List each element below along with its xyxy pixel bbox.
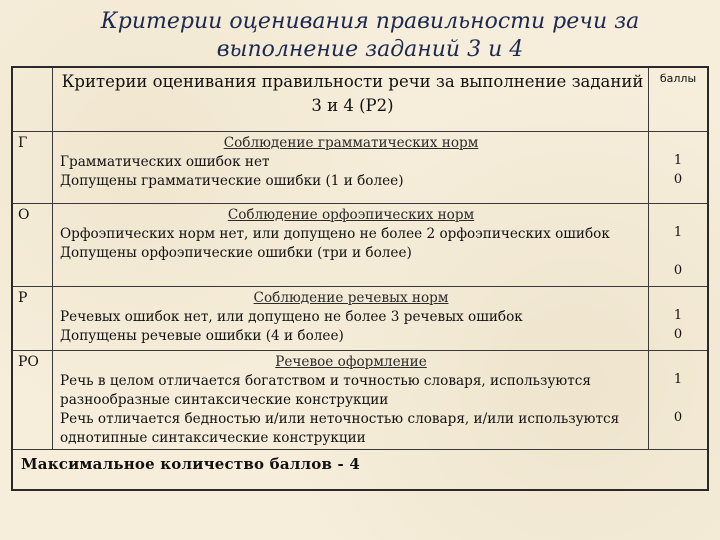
row-points	[649, 287, 707, 351]
row-code: Г	[13, 132, 53, 204]
section-heading: Соблюдение грамматических норм	[223, 135, 479, 151]
slide-title	[60, 8, 680, 64]
criteria-line: Речь в целом отличается богатством и точностью словаря, используются разнообразные синтаксические конструкции	[60, 373, 591, 408]
points-value: 0	[673, 327, 683, 342]
points-value: 1	[673, 153, 683, 168]
header-points: баллы	[649, 68, 707, 132]
criteria-table	[11, 66, 709, 491]
points-value: 0	[673, 410, 683, 425]
row-code: О	[13, 204, 53, 287]
criteria-line: Речь отличается бедностью и/или неточностью словаря, и/или используются однотипные синтаксические конструкции	[60, 411, 620, 446]
points-value: 1	[673, 372, 683, 387]
row-points	[649, 132, 707, 204]
row-points	[649, 351, 707, 450]
criteria-line: Грамматических ошибок нет	[60, 154, 270, 170]
row-criteria	[53, 287, 649, 351]
row-points	[649, 204, 707, 287]
slide-title-line-1: Критерии оценивания правильности речи за	[100, 9, 640, 34]
criteria-line: Речевых ошибок нет, или допущено не более 3 речевых ошибок	[60, 309, 523, 325]
row-criteria	[53, 132, 649, 204]
points-value: 0	[673, 172, 683, 187]
section-heading: Соблюдение орфоэпических норм	[227, 207, 475, 223]
row-code: Р	[13, 287, 53, 351]
section-heading: Речевое оформление	[275, 354, 427, 370]
points-value: 1	[673, 308, 683, 323]
max-score-footer: Максимальное количество баллов - 4	[21, 455, 361, 473]
row-criteria	[53, 351, 649, 450]
criteria-line: Допущены грамматические ошибки (1 и более)	[60, 173, 404, 189]
header-code-cell	[13, 68, 53, 132]
slide-title-line-2: выполнение заданий 3 и 4	[216, 37, 524, 62]
criteria-line: Допущены орфоэпические ошибки (три и более)	[60, 245, 412, 261]
row-code: РО	[13, 351, 53, 450]
header-criteria: Критерии оценивания правильности речи за выполнение заданий 3 и 4 (Р2)	[53, 68, 649, 132]
section-heading: Соблюдение речевых норм	[253, 290, 449, 306]
points-value: 0	[673, 263, 683, 278]
criteria-line: Допущены речевые ошибки (4 и более)	[60, 328, 344, 344]
criteria-line: Орфоэпических норм нет, или допущено не более 2 орфоэпических ошибок	[60, 226, 610, 242]
row-criteria	[53, 204, 649, 287]
points-value: 1	[673, 225, 683, 240]
